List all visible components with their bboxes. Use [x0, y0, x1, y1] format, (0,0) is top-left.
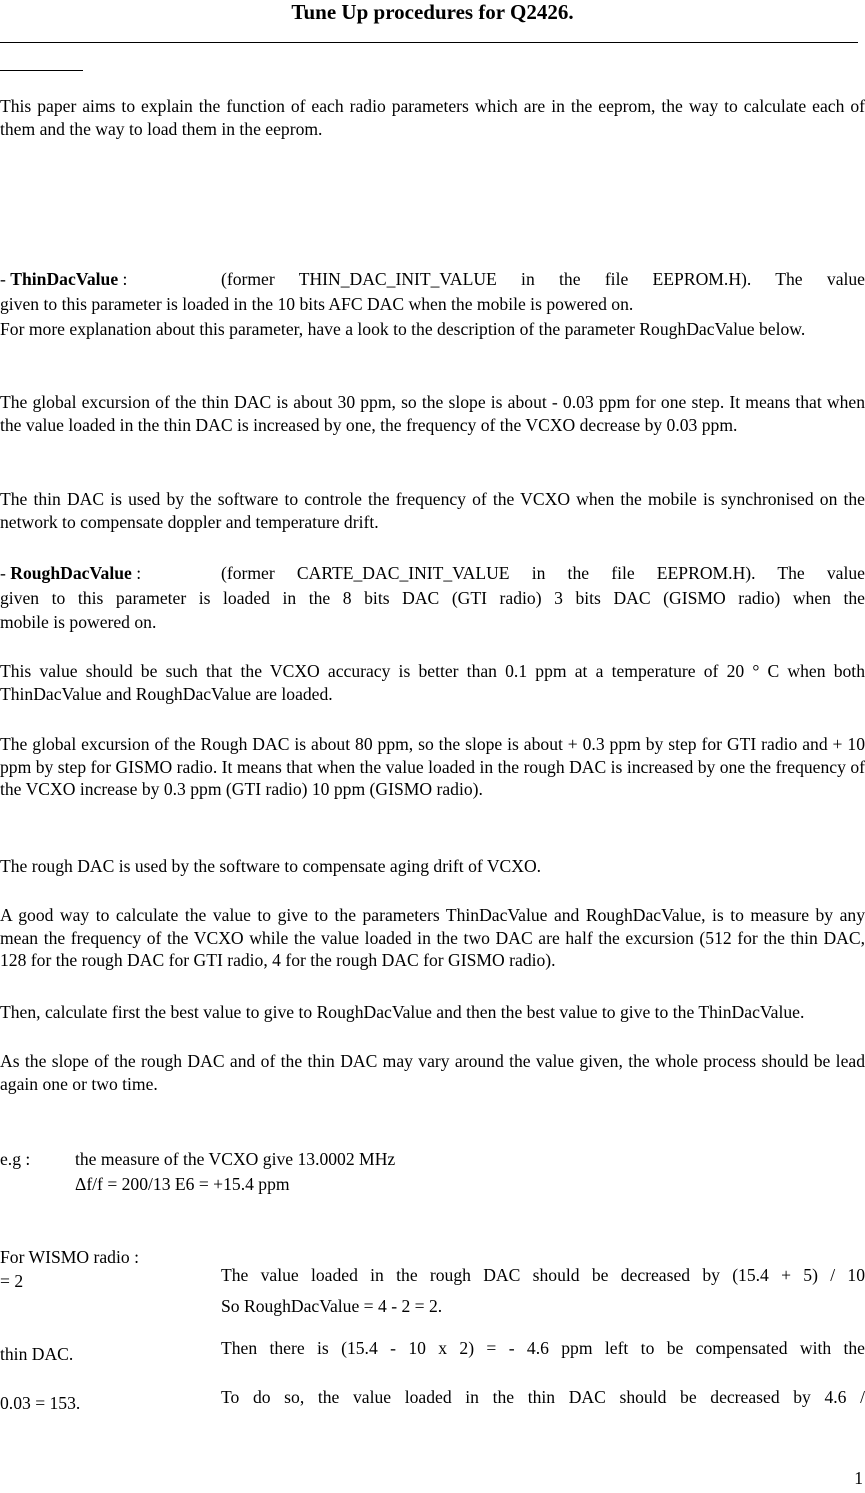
rough-dac-accuracy: This value should be such that the VCXO accuracy is better than 0.1 ppm at a temperature of 20 ° C when both ThinDacValue and RoughDacValue are loaded. — [0, 661, 865, 704]
example-delta: Δf/f = 200/13 E6 = +15.4 ppm — [75, 1174, 290, 1194]
page-number: 1 — [854, 1468, 863, 1488]
method-paragraph: A good way to calculate the value to give to the parameters ThinDacValue and RoughDacValue, is to measure by any mean the frequency of the VCXO while the value loaded in the two DAC are half the excursion (512 for the thin DAC, 128 for the rough DAC for GTI radio, 4 for the rough DAC for GISMO radio). — [0, 905, 865, 970]
thin-dac-explain: For more explanation about this parameter, have a look to the description of the parameter RoughDacValue below. — [0, 319, 806, 339]
wismo-step-4-tail: 0.03 = 153. — [0, 1393, 81, 1413]
rough-dac-definition-start: (former CARTE_DAC_INIT_VALUE in the file EEPROM.H). The value — [221, 563, 865, 583]
wismo-step-1-tail: = 2 — [0, 1271, 24, 1291]
rough-dac-heading-line — [0, 562, 865, 585]
wismo-step-1: The value loaded in the rough DAC should be decreased by (15.4 + 5) / 10 — [221, 1264, 865, 1285]
page-title: Tune Up procedures for Q2426. — [291, 0, 574, 24]
intro-paragraph: This paper aims to explain the function of each radio parameters which are in the eeprom, the way to calculate each of them and the way to load them in the eeprom. — [0, 96, 865, 139]
example-measure: the measure of the VCXO give 13.0002 MHz — [75, 1149, 396, 1169]
wismo-label: For WISMO radio : — [0, 1247, 139, 1267]
wismo-step-2: So RoughDacValue = 4 - 2 = 2. — [221, 1296, 443, 1316]
wismo-step-3-tail: thin DAC. — [0, 1344, 74, 1364]
rough-dac-excursion: The global excursion of the Rough DAC is about 80 ppm, so the slope is about + 0.3 ppm by step for GTI radio and + 10 ppm by step for GISMO radio. It means that when the value loaded in the rough DAC is increased by one the frequency of the VCXO increase by 0.3 ppm (GTI radio) 10 ppm (GISMO radio). — [0, 734, 865, 799]
title-rule-wrap — [0, 70, 83, 71]
method-step-order: Then, calculate first the best value to give to RoughDacValue and then the best value to give to the ThinDacValue. — [0, 1002, 805, 1022]
thin-dac-usage: The thin DAC is used by the software to controle the frequency of the VCXO when the mobile is synchronised on the network to compensate doppler and temperature drift. — [0, 489, 865, 532]
thin-dac-term: - ThinDacValue : — [0, 269, 128, 289]
thin-dac-excursion: The global excursion of the thin DAC is about 30 ppm, so the slope is about - 0.03 ppm for one step. It means that when the value loaded in the thin DAC is increased by one, the frequency of the VCXO decrease by 0.03 ppm. — [0, 392, 865, 435]
title-rule — [0, 42, 858, 43]
method-repeat: As the slope of the rough DAC and of the thin DAC may vary around the value given, the whole process should be lead again one or two time. — [0, 1051, 865, 1094]
thin-dac-name: ThinDacValue — [10, 269, 119, 289]
rough-dac-term: - RoughDacValue : — [0, 563, 142, 583]
thin-dac-definition-start: (former THIN_DAC_INIT_VALUE in the file EEPROM.H). The value — [221, 269, 865, 289]
rough-dac-definition-end: mobile is powered on. — [0, 612, 157, 632]
wismo-step-3: Then there is (15.4 - 10 x 2) = - 4.6 ppm left to be compensated with the — [221, 1337, 865, 1358]
rough-dac-name: RoughDacValue — [10, 563, 132, 583]
example-label: e.g : — [0, 1149, 31, 1169]
thin-dac-heading-line — [0, 268, 865, 291]
thin-dac-definition-cont: given to this parameter is loaded in the 10 bits AFC DAC when the mobile is powered on. — [0, 294, 634, 314]
rough-dac-definition-cont: given to this parameter is loaded in the 8 bits DAC (GTI radio) 3 bits DAC (GISMO radio) when the — [0, 588, 865, 608]
wismo-step-4: To do so, the value loaded in the thin DAC should be decreased by 4.6 / — [221, 1386, 865, 1407]
rough-dac-usage: The rough DAC is used by the software to compensate aging drift of VCXO. — [0, 856, 542, 876]
